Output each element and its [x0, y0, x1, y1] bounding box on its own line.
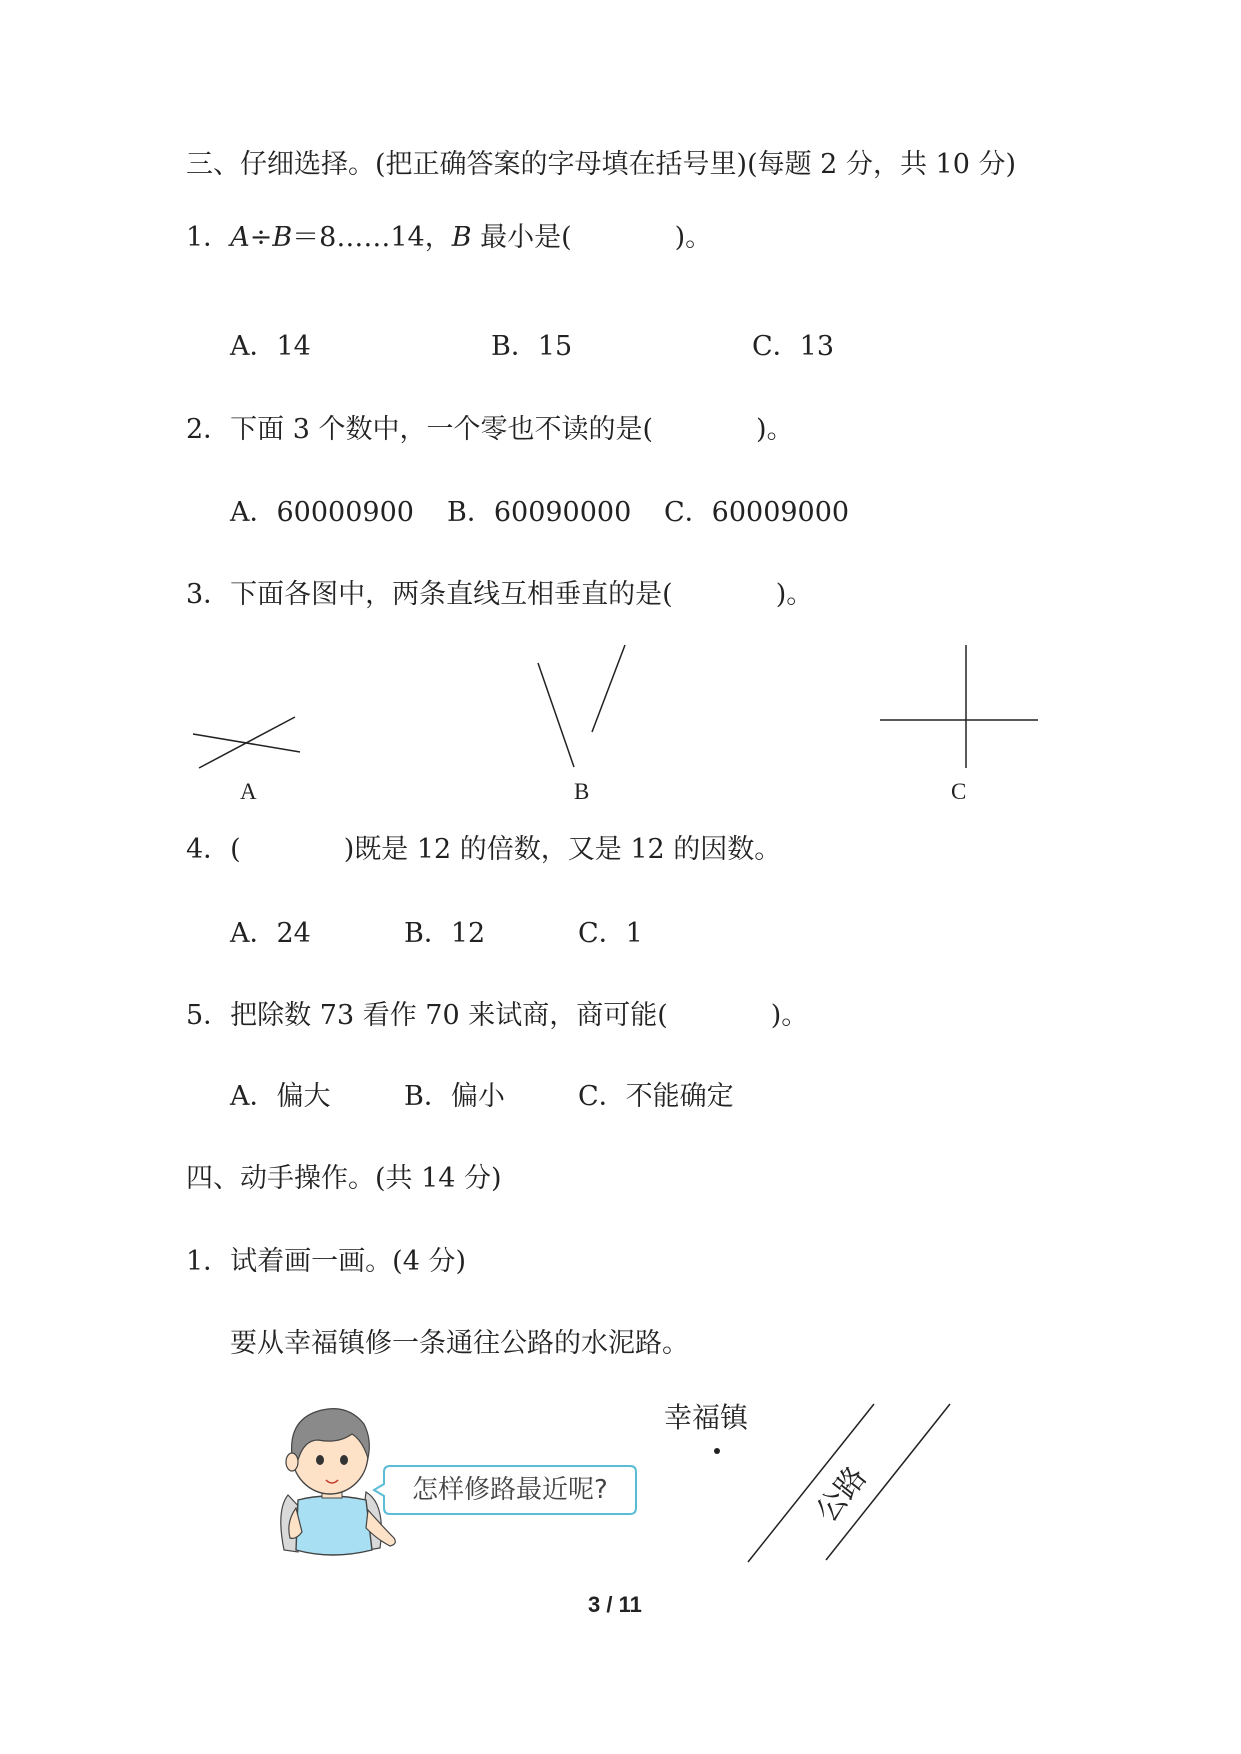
- q1-number: 1．: [186, 222, 231, 253]
- q3-figure-a: [193, 717, 300, 768]
- q1-var-b: B: [272, 222, 293, 253]
- q1-div: ÷: [249, 222, 273, 253]
- q2-option-b[interactable]: B．60090000: [447, 497, 632, 528]
- q3-figure-b: [538, 645, 625, 767]
- q1-option-a[interactable]: A．14: [230, 331, 311, 362]
- q2-option-a[interactable]: A．60000900: [230, 497, 414, 528]
- q3-label-c[interactable]: C: [951, 779, 967, 804]
- q4-stem: 4．( )既是 12 的倍数，又是 12 的因数。: [186, 834, 782, 865]
- q3-stem: 3．下面各图中，两条直线互相垂直的是( )。: [186, 579, 814, 610]
- q1-option-b[interactable]: B．15: [491, 331, 573, 362]
- q2-option-c[interactable]: C．60009000: [664, 497, 850, 528]
- q5-option-a[interactable]: A．偏大: [230, 1081, 331, 1112]
- q2-stem: 2．下面 3 个数中，一个零也不读的是( )。: [186, 414, 794, 445]
- q5-option-b[interactable]: B．偏小: [404, 1081, 505, 1112]
- q5-option-c[interactable]: C．不能确定: [578, 1081, 734, 1112]
- s4-q1-stem: 1．试着画一画。(4 分): [186, 1246, 467, 1277]
- q4-option-a[interactable]: A．24: [230, 918, 311, 949]
- q1-end: 最小是( )。: [471, 222, 713, 253]
- town-point[interactable]: [712, 1446, 722, 1456]
- q3-figures: [0, 0, 1241, 820]
- q3-figure-c: [880, 645, 1038, 768]
- section4-heading: 四、动手操作。(共 14 分): [186, 1163, 502, 1194]
- road-label: 公路: [809, 1460, 874, 1530]
- s4-q1-desc: 要从幸福镇修一条通往公路的水泥路。: [230, 1328, 689, 1359]
- q1-rest: ＝8……14，: [292, 222, 452, 253]
- q5-stem: 5．把除数 73 看作 70 来试商，商可能( )。: [186, 1000, 809, 1031]
- q1-var-a: A: [230, 222, 250, 253]
- section3-heading: 三、仔细选择。(把正确答案的字母填在括号里)(每题 2 分，共 10 分): [186, 149, 1016, 180]
- q4-option-c[interactable]: C．1: [578, 918, 643, 949]
- page-number: 3 / 11: [588, 1592, 642, 1617]
- q3-label-a[interactable]: A: [240, 779, 257, 804]
- q4-option-b[interactable]: B．12: [404, 918, 486, 949]
- q3-label-b[interactable]: B: [574, 779, 590, 804]
- town-label: 幸福镇: [664, 1401, 749, 1434]
- q1-var-b2: B: [451, 222, 472, 253]
- q1-option-c[interactable]: C．13: [752, 331, 835, 362]
- speech-text: 怎样修路最近呢?: [412, 1475, 608, 1505]
